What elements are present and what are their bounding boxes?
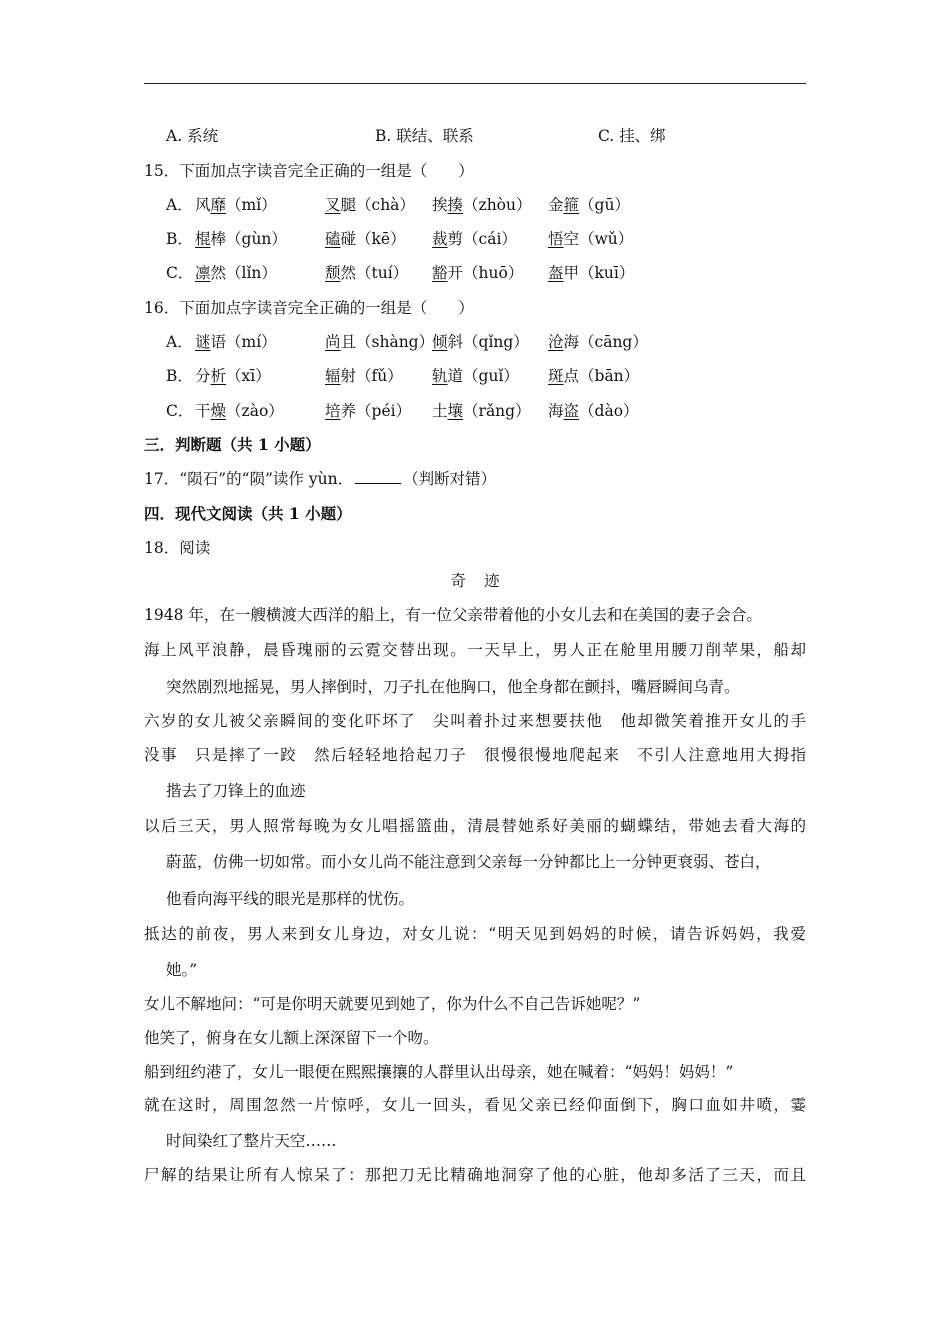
story-line: 女儿不解地问：“可是你明天就要见到她了，你为什么不自己告诉她呢？” <box>144 995 641 1013</box>
q18-label: 18．阅读 <box>144 539 211 557</box>
word-suffix-pinyin: 养（péi） <box>340 402 412 420</box>
dotted-character: 尚 <box>325 333 341 351</box>
option-item <box>195 332 277 352</box>
q16-stem: 16．下面加点字读音完全正确的一组是（ ） <box>144 299 474 317</box>
dotted-character: 凛 <box>195 264 211 282</box>
q14-option-b <box>375 126 474 146</box>
dotted-character: 斑 <box>548 367 564 385</box>
option-item <box>432 366 519 386</box>
q17 <box>144 469 496 489</box>
word-suffix-pinyin: 碰（kē） <box>340 230 406 248</box>
option-letter: B． <box>166 230 193 248</box>
option-item <box>325 401 411 421</box>
option-letter: B. <box>375 127 392 145</box>
option-item <box>325 366 403 386</box>
word-suffix-pinyin: 然（lǐn） <box>210 264 277 282</box>
word-prefix: 风 <box>195 196 211 214</box>
word-suffix-pinyin: （dào） <box>579 402 639 420</box>
dotted-character: 盗 <box>563 402 580 420</box>
word-prefix: 金 <box>548 196 564 214</box>
dotted-character: 盔 <box>548 264 564 282</box>
section-3-heading: 三．判断题（共 1 小题） <box>144 435 321 454</box>
q16-option-row <box>166 332 648 352</box>
option-letter: A． <box>166 333 193 351</box>
option-item <box>432 195 532 215</box>
word-prefix: 干 <box>195 402 211 420</box>
q14-option-c <box>598 126 666 146</box>
option-item <box>325 332 434 352</box>
word-suffix-pinyin: 点（bān） <box>563 367 640 385</box>
dotted-character: 燥 <box>210 402 227 420</box>
q16-option-row <box>166 366 640 386</box>
word-suffix-pinyin: 射（fǔ） <box>340 367 403 385</box>
story-line: 时间染红了整片天空…… <box>166 1132 337 1150</box>
word-prefix: 土 <box>432 402 448 420</box>
word-suffix-pinyin: （gū） <box>579 196 630 214</box>
dotted-character: 壤 <box>447 402 464 420</box>
q14-option-a <box>166 127 218 145</box>
word-prefix: 海 <box>548 402 564 420</box>
option-text: 系统 <box>187 127 219 145</box>
option-item <box>432 229 517 249</box>
dotted-character: 沧 <box>548 333 564 351</box>
word-suffix-pinyin: 腿（chà） <box>340 196 415 214</box>
option-text: 联结、联系 <box>396 127 474 145</box>
dotted-character: 颓 <box>325 264 341 282</box>
q15-option-row <box>166 195 630 215</box>
story-line: 抵达的前夜，男人来到女儿身边，对女儿说：“明天见到妈妈的时候，请告诉妈妈，我爱 <box>144 925 806 943</box>
section-4-heading: 四．现代文阅读（共 1 小题） <box>144 504 352 523</box>
word-suffix-pinyin: 海（cāng） <box>563 333 648 351</box>
option-item <box>432 401 531 421</box>
option-item <box>548 263 634 283</box>
option-item <box>548 401 639 421</box>
q15-stem: 15．下面加点字读音完全正确的一组是（ ） <box>144 162 474 180</box>
dotted-character: 悟 <box>548 230 564 248</box>
option-item <box>325 195 415 215</box>
q15-option-row <box>166 263 635 283</box>
story-line: 他笑了，俯身在女儿额上深深留下一个吻。 <box>144 1029 439 1047</box>
option-item <box>195 366 271 386</box>
q16-option-row <box>166 401 639 421</box>
story-line: 以后三天，男人照常每晚为女儿唱摇篮曲，清晨替她系好美丽的蝴蝶结，带她去看大海的 <box>144 817 806 835</box>
story-line: 就在这时，周围忽然一片惊呼，女儿一回头，看见父亲已经仰面倒下，胸口血如井喷，霎 <box>144 1096 806 1114</box>
word-suffix-pinyin: （zào） <box>226 402 284 420</box>
story-line: 他看向海平线的眼光是那样的忧伤。 <box>166 890 415 908</box>
option-letter: C. <box>598 127 615 145</box>
dotted-character: 倾 <box>432 333 448 351</box>
word-suffix-pinyin: 棒（gùn） <box>210 230 287 248</box>
option-letter: A． <box>166 196 193 214</box>
word-suffix-pinyin: 语（mí） <box>210 333 277 351</box>
option-item <box>325 263 408 283</box>
dotted-character: 箍 <box>563 196 580 214</box>
story-title: 奇迹 <box>450 572 518 590</box>
header-rule <box>144 83 806 84</box>
option-item <box>548 332 648 352</box>
word-prefix: 挨 <box>432 196 448 214</box>
dotted-character: 裁 <box>432 230 448 248</box>
story-line: 蔚蓝，仿佛一切如常。而小女儿尚不能注意到父亲每一分钟都比上一分钟更衰弱、苍白， <box>166 853 771 871</box>
word-suffix-pinyin: 然（tuí） <box>340 264 409 282</box>
dotted-character: 揍 <box>447 196 464 214</box>
option-item <box>195 195 277 215</box>
story-line: 突然剧烈地摇晃，男人摔倒时，刀子扎在他胸口，他全身都在颤抖，嘴唇瞬间乌青。 <box>166 678 740 696</box>
dotted-character: 靡 <box>210 196 227 214</box>
word-suffix-pinyin: 道（guǐ） <box>447 367 519 385</box>
q15-option-row <box>166 229 634 249</box>
q17-note: （判断对错） <box>403 470 497 488</box>
option-letter: C． <box>166 402 194 420</box>
option-item <box>432 332 529 352</box>
option-letter: B． <box>166 367 193 385</box>
word-suffix-pinyin: （xī） <box>226 367 271 385</box>
dotted-character: 磕 <box>325 230 341 248</box>
story-line: 尸解的结果让所有人惊呆了：那把刀无比精确地洞穿了他的心脏，他却多活了三天，而且 <box>144 1166 806 1184</box>
option-letter: A. <box>166 127 183 145</box>
option-item <box>325 229 406 249</box>
option-item <box>432 263 523 283</box>
word-suffix-pinyin: 空（wǔ） <box>563 230 634 248</box>
dotted-character: 叉 <box>325 196 341 214</box>
word-suffix-pinyin: （rǎng） <box>463 402 531 420</box>
story-line: 船到纽约港了，女儿一眼便在熙熙攘攘的人群里认出母亲，她在喊着：“妈妈！妈妈！” <box>144 1063 734 1081</box>
word-suffix-pinyin: 剪（cái） <box>447 230 517 248</box>
q14-options <box>166 126 666 146</box>
story-line: 揩去了刀锋上的血迹 <box>166 782 306 800</box>
answer-blank[interactable] <box>355 469 401 484</box>
option-item <box>195 229 287 249</box>
option-item <box>195 401 284 421</box>
dotted-character: 轨 <box>432 367 448 385</box>
word-suffix-pinyin: 甲（kuī） <box>563 264 635 282</box>
word-suffix-pinyin: （mǐ） <box>226 196 277 214</box>
dotted-character: 辐 <box>325 367 341 385</box>
story-line: 六岁的女儿被父亲瞬间的变化吓坏了 尖叫着扑过来想要扶他 他却微笑着推开女儿的手 <box>144 712 806 730</box>
dotted-character: 豁 <box>432 264 448 282</box>
story-line: 海上风平浪静，晨昏瑰丽的云霓交替出现。一天早上，男人正在舱里用腰刀削苹果，船却 <box>144 641 806 659</box>
option-item <box>548 195 630 215</box>
dotted-character: 析 <box>210 367 227 385</box>
option-text: 挂、绑 <box>619 127 666 145</box>
story-line: 没事 只是摔了一跤 然后轻轻地拾起刀子 很慢很慢地爬起来 不引人注意地用大拇指 <box>144 746 806 764</box>
story-line: 她。” <box>166 961 198 979</box>
option-item <box>548 229 633 249</box>
option-item <box>548 366 639 386</box>
option-item <box>195 263 277 283</box>
story-line: 1948 年，在一艘横渡大西洋的船上，有一位父亲带着他的小女儿去和在美国的妻子会合。 <box>144 606 762 624</box>
word-prefix: 分 <box>195 367 211 385</box>
dotted-character: 谜 <box>195 333 211 351</box>
word-suffix-pinyin: 且（shàng） <box>340 333 435 351</box>
word-suffix-pinyin: 开（huō） <box>447 264 524 282</box>
word-suffix-pinyin: 斜（qǐng） <box>447 333 529 351</box>
q17-text: 17．“陨石”的“陨”读作 yùn． <box>144 470 354 488</box>
word-suffix-pinyin: （zhòu） <box>463 196 532 214</box>
dotted-character: 棍 <box>195 230 211 248</box>
dotted-character: 培 <box>325 402 341 420</box>
option-letter: C． <box>166 264 194 282</box>
